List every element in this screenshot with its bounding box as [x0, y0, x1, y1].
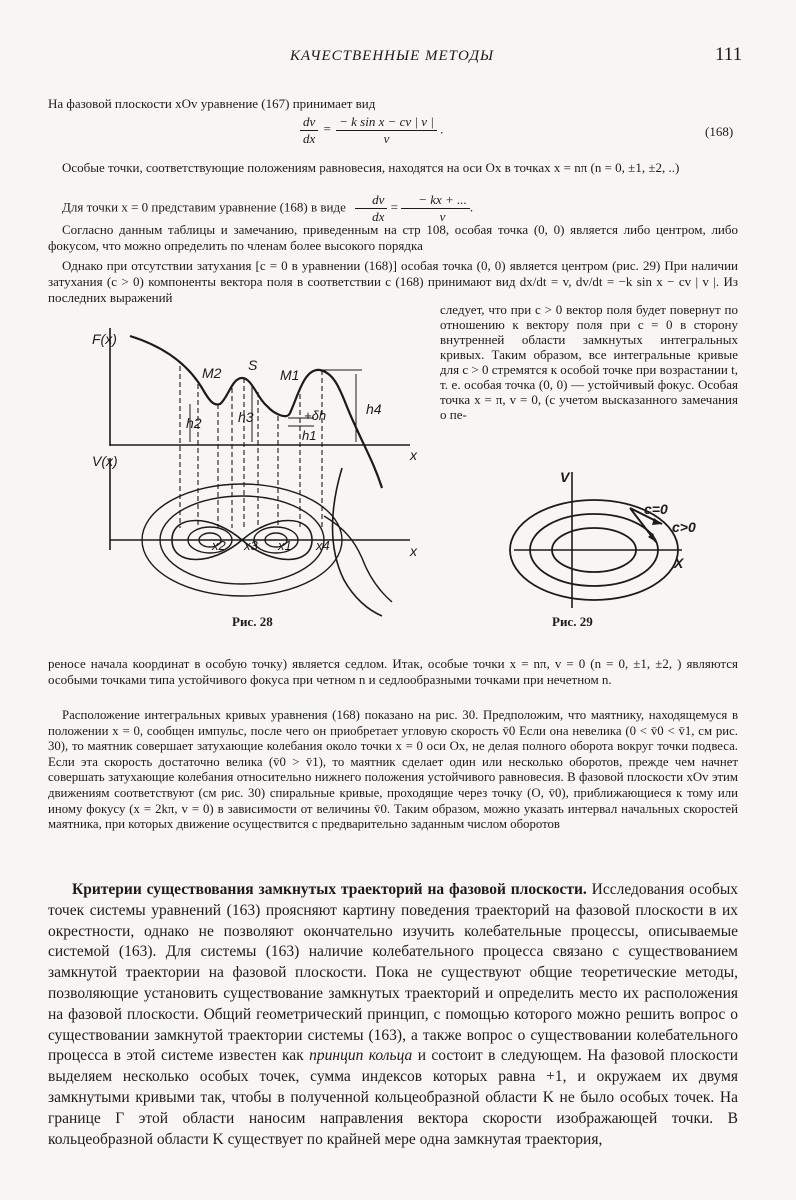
para-x0-rhs-den: v	[439, 209, 446, 224]
fig28-label-vx: V(x)	[92, 453, 118, 469]
fig28-label-h1: h1	[302, 428, 317, 443]
fig28-outer-branch	[333, 468, 383, 616]
para-x0-lhs	[355, 192, 387, 225]
para-x0: Для точки x = 0 представим уравнение (168) в виде $\frac{dv}{dx}$ = $\frac{- kx + ...}{v}$ .	[62, 192, 474, 224]
fig28-label-s: S	[248, 357, 258, 373]
figure-28	[92, 318, 432, 618]
fig29-label-c0: c=0	[644, 501, 668, 517]
eq168-rhs-den: v	[383, 131, 390, 146]
fig29-label-x: X	[674, 555, 684, 571]
para-x0-num: dv	[355, 192, 387, 209]
fig28-label-h3: h3	[238, 409, 254, 425]
eq168-lhs-den: dx	[303, 131, 316, 146]
eq168-rhs-num: − k sin x − cv | v |	[336, 114, 437, 131]
para-table: Согласно данным таблицы и замечанию, приведенным на стр 108, особая точка (0, 0) является либо центром, либо фокусом, что можно определить по членам более высокого порядка	[48, 222, 738, 253]
section-body-2: и состоит в следующем. На фазовой плоскости выделяем несколько особых точек, сумма индексов которых равна +1, и окружаем их двумя замкнутыми кривыми так, чтобы в полученной кольцеобразной области K не было особых точек. На границе Γ этой области наносим направления вектора скорости изображающей точки. В кольцеобразной области K существует по крайней мере одна замкнутая траектория,	[48, 1047, 739, 1148]
fig28-label-x4: x4	[316, 538, 330, 553]
eq168-rhs	[336, 114, 437, 147]
fig28-label-h4: h4	[366, 401, 382, 417]
para-singular-points: Особые точки, соответствующие положениям равновесия, находятся на оси Ox в точках x = nπ (n = 0, ±1, ±2, ..)	[62, 160, 680, 175]
eq168-lhs	[300, 114, 318, 147]
para-damping: Однако при отсутствии затухания [c = 0 в уравнении (168)] особая точка (0, 0) является центром (рис. 29) При наличии затухания (c > 0) компоненты вектора поля в соответствии с (168) принимают вид dx/dt = v, dv/dt = −k sin x − cv | v |. Из последних выражений	[48, 258, 738, 305]
fig28-label-x2: x2	[212, 538, 226, 553]
section-body-1: Исследования особых точек системы уравнений (163) проясняют картину поведения траекторий на фазовой плоскости в их окрестности, однако не позволяют окончательно изучить колебательные процессы, описываемые системой (163). Для системы (163) наличие колебательного процесса связано с существованием замкнутой траектории на фазовой плоскости. Пока не существуют общие теоретические методы, позволяющие установить существование замкнутых траекторий и определить место их расположения на фазовой плоскости. Общий геометрический принцип, с помощью которого можно решить вопрос о существовании замкнутой траектории системы (163), а также вопрос о существовании колебательного процесса в этой системе известен как	[48, 881, 738, 1065]
figure-29	[506, 462, 726, 612]
fig29-label-cpos: c>0	[672, 519, 696, 535]
header-title: КАЧЕСТВЕННЫЕ МЕТОДЫ	[290, 48, 495, 64]
fig28-label-x-top: x	[410, 447, 417, 463]
fig29-label-v: V	[560, 469, 570, 485]
para-x0-rhs-num: − kx + ...	[401, 192, 470, 209]
para-x0-text: Для точки x = 0 представим уравнение (168) в виде	[62, 199, 346, 215]
para-fig30: Расположение интегральных кривых уравнения (168) показано на рис. 30. Предположим, что маятнику, находящемуся в положении x = 0, сообщен импульс, после чего он приобретает угловую скорость v̄0 Если она невелика (0 < v̄0 < v̄1, см рис. 30), то маятник совершает затухающие колебания около точки x = 0 оси Ox, не делая полного оборота вокруг точки подвеса. Если эта скорость достаточно велика (v̄0 > v̄1), то маятник сделает один или несколько оборотов, прежде чем начнет совершать затухающие колебания относительно нижнего положения устойчивого равновесия. В фазовой плоскости xOv этим движениям соответствуют (см рис. 30) спиральные кривые, проходящие через точку (O, v̄0), приближающиеся к тому или иному фокусу (x = 2kπ, v = 0) в зависимости от величины v̄0. Таким образом, можно указать интервал начальных скоростей маятника, при которых движение осуществится с предварительно заданным числом оборотов	[48, 708, 738, 832]
fig28-label-x-bottom: x	[410, 543, 417, 559]
para-x0-den: dx	[372, 209, 385, 224]
side-text: следует, что при c > 0 вектор поля будет повернут по отношению к вектору поля при c = 0 в сторону внутренней области замкнутых интегральных кривых. Таким образом, все интегральные кривые для c > 0 стремятся к особой точке при возрастании t, т. е. особая точка (0, 0) — устойчивый фокус. Особая точка x = π, v = 0, (с учетом высказанного замечания о пе-	[440, 302, 738, 422]
fig28-label-fx: F(x)	[92, 331, 117, 347]
fig28-label-h2: h2	[186, 415, 202, 431]
fig28-label-dh: +δh	[304, 408, 327, 423]
para-x0-rhs	[401, 192, 470, 225]
equation-number-168: (168)	[705, 124, 734, 139]
equation-168: $\frac{dv}{dx}$ = $\frac{\text{− k sin x − cv | v |}}{v}$ .	[300, 114, 443, 147]
section-term-ring-principle: принцип кольца	[309, 1047, 413, 1065]
eq168-lhs-num: dv	[300, 114, 318, 131]
fig28-outer-branch-2	[324, 516, 392, 602]
fig28-label-x1: x1	[278, 538, 292, 553]
fig28-caption: Рис. 28	[232, 614, 273, 629]
para-after-figures: реносе начала координат в особую точку) является седлом. Итак, особые точки x = nπ, v = 0 (n = 0, ±1, ±2, ) являются особыми точками типа устойчивого фокуса при четном n и седлообразными точками при нечетном n.	[48, 656, 738, 687]
fig28-label-m1: M1	[280, 367, 300, 383]
section-closed-trajectories	[48, 880, 738, 1150]
section-heading: Критерии существования замкнутых траекторий на фазовой плоскости.	[72, 881, 587, 898]
fig28-label-m2: M2	[202, 365, 222, 381]
fig28-label-x3: x3	[244, 538, 258, 553]
intro-line: На фазовой плоскости xOv уравнение (167) принимает вид	[48, 96, 376, 111]
fig29-caption: Рис. 29	[552, 614, 593, 629]
running-header	[0, 44, 796, 72]
page-number: 111	[715, 44, 743, 65]
